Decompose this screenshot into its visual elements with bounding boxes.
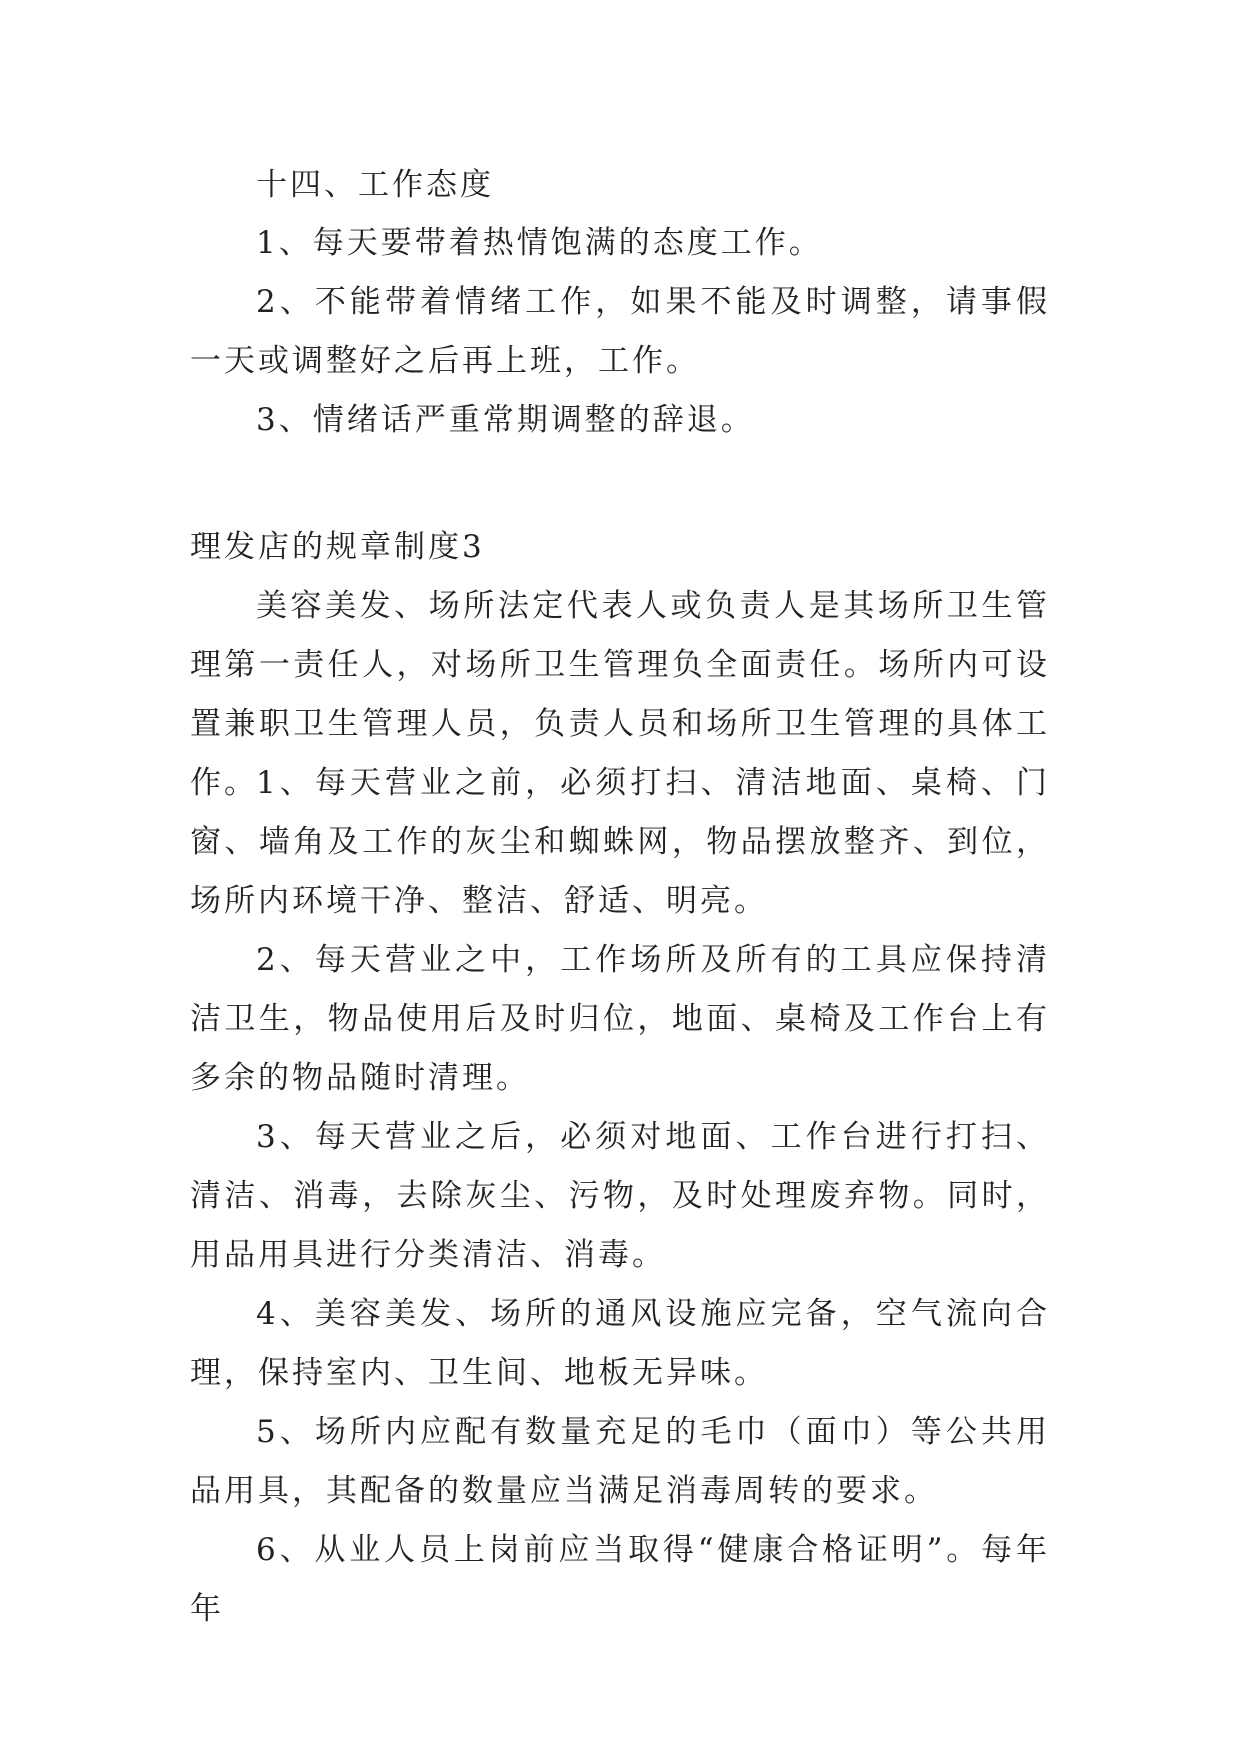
section-heading: 十四、工作态度: [256, 167, 494, 203]
paragraph: 6、从业人员上岗前应当取得“健康合格证明”。每年年: [190, 1532, 1050, 1627]
paragraph: 1、每天要带着热情饱满的态度工作。: [256, 225, 823, 261]
paragraph: 4、美容美发、场所的通风设施应完备，空气流向合理，保持室内、卫生间、地板无异味。: [190, 1296, 1050, 1391]
paragraph: 美容美发、场所法定代表人或负责人是其场所卫生管理第一责任人，对场所卫生管理负全面责任。场所内可设置兼职卫生管理人员，负责人员和场所卫生管理的具体工作。: [190, 588, 1050, 801]
document-title: 理发店的规章制度3: [190, 529, 485, 565]
paragraph: 5、场所内应配有数量充足的毛巾（面巾）等公共用品用具，其配备的数量应当满足消毒周转的要求。: [190, 1414, 1050, 1509]
paragraph: 3、情绪话严重常期调整的辞退。: [256, 402, 755, 438]
paragraph: 2、不能带着情绪工作，如果不能及时调整，请事假一天或调整好之后再上班，工作。: [190, 284, 1050, 379]
paragraph: 3、每天营业之后，必须对地面、工作台进行打扫、清洁、消毒，去除灰尘、污物，及时处理废弃物。同时，用品用具进行分类清洁、消毒。: [190, 1119, 1050, 1273]
paragraph: 1、每天营业之前，必须打扫、清洁地面、桌椅、门窗、墙角及工作的灰尘和蜘蛛网，物品摆放整齐、到位，场所内环境干净、整洁、舒适、明亮。: [190, 765, 1050, 919]
paragraph: 2、每天营业之中，工作场所及所有的工具应保持清洁卫生，物品使用后及时归位，地面、桌椅及工作台上有多余的物品随时清理。: [190, 942, 1050, 1096]
